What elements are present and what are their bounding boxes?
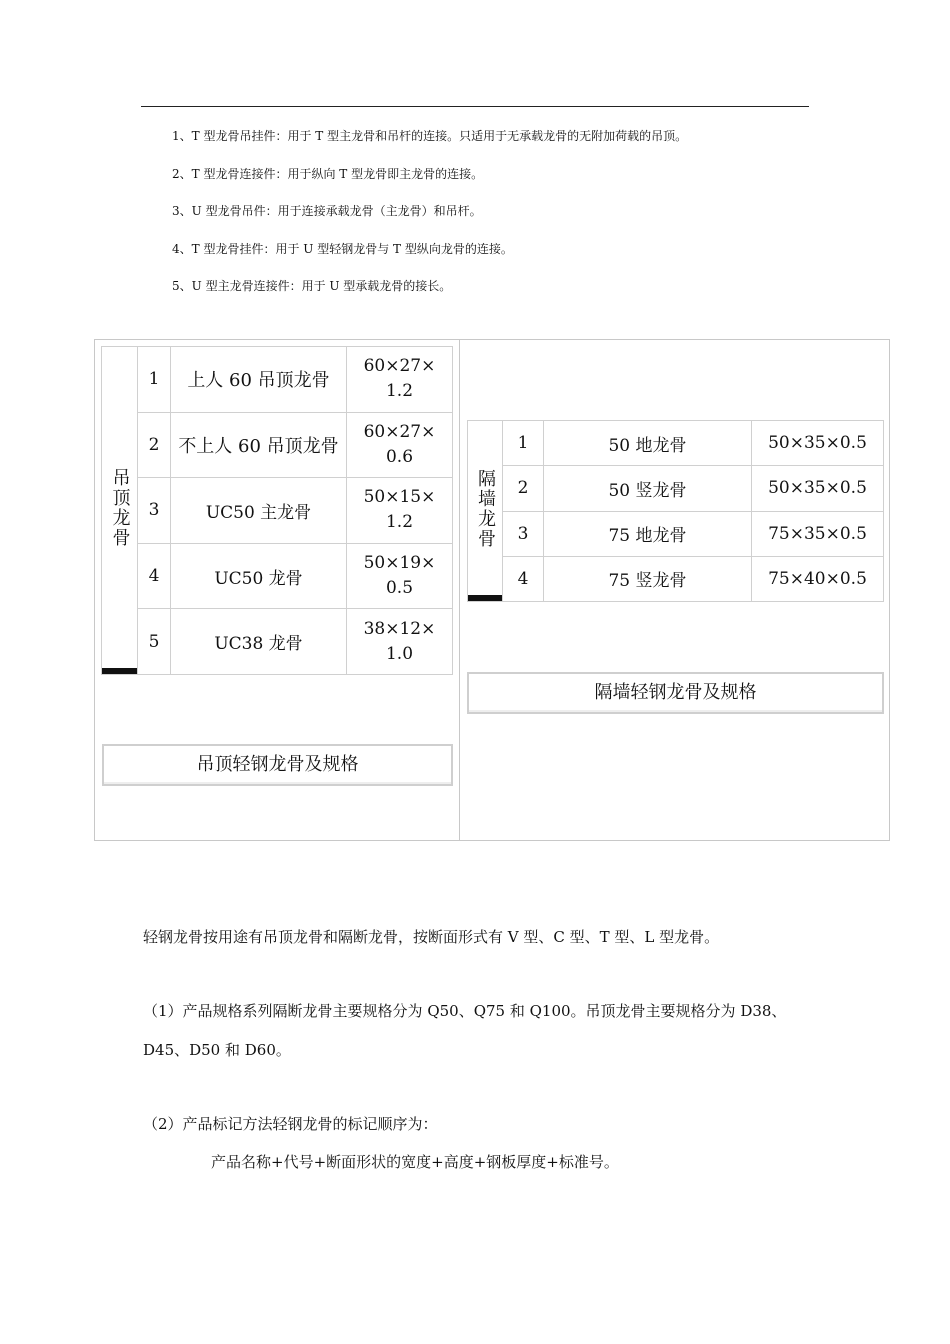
keel-name: 75 地龙骨 (544, 511, 752, 556)
keel-spec (347, 478, 453, 544)
list-item: 5、U 型主龙骨连接件：用于 U 型承载龙骨的接长。 (172, 279, 452, 293)
ceiling-group-label: 吊顶龙骨 (109, 468, 131, 548)
row-number: 3 (503, 511, 544, 556)
row-number: 3 (138, 478, 171, 544)
row-number: 1 (138, 347, 171, 413)
row-number: 2 (503, 466, 544, 511)
ceiling-group-cell (102, 347, 138, 675)
spec-line: 50×19× (363, 553, 436, 574)
keel-spec (347, 412, 453, 478)
group-marker (468, 595, 502, 601)
list-item: 3、U 型龙骨吊件：用于连接承载龙骨（主龙骨）和吊杆。 (172, 204, 482, 218)
row-number: 2 (138, 412, 171, 478)
spec-paragraph-line1: （1）产品规格系列隔断龙骨主要规格分为 Q50、Q75 和 Q100。吊顶龙骨主要规格分为 D38、 (143, 1002, 787, 1020)
spec-line: 50×15× (363, 487, 436, 508)
marking-paragraph-line1: （2）产品标记方法轻钢龙骨的标记顺序为： (143, 1115, 438, 1133)
spec-line: 1.2 (385, 512, 414, 533)
intro-paragraph: 轻钢龙骨按用途有吊顶龙骨和隔断龙骨，按断面形式有 V 型、C 型、T 型、L 型龙骨。 (143, 928, 720, 946)
frame-divider (459, 339, 460, 841)
spec-line: 60×27× (363, 356, 436, 377)
keel-name: 上人 60 吊顶龙骨 (171, 347, 347, 413)
keel-name: 50 竖龙骨 (544, 466, 752, 511)
row-number: 4 (138, 543, 171, 609)
list-item: 2、T 型龙骨连接件：用于纵向 T 型龙骨即主龙骨的连接。 (172, 166, 484, 181)
keel-spec (347, 609, 453, 675)
list-item: 1、T 型龙骨吊挂件：用于 T 型主龙骨和吊杆的连接。只适用于无承载龙骨的无附加荷载的吊顶。 (172, 129, 688, 143)
spec-line: 0.5 (385, 578, 414, 599)
keel-spec (347, 543, 453, 609)
keel-name: UC38 龙骨 (171, 609, 347, 675)
keel-spec: 75×35×0.5 (752, 511, 884, 556)
connector-list (172, 126, 687, 314)
spec-paragraph-line2: D45、D50 和 D60。 (143, 1041, 291, 1059)
keel-spec: 50×35×0.5 (752, 421, 884, 466)
keel-name: 50 地龙骨 (544, 421, 752, 466)
partition-group-label: 隔墙龙骨 (475, 468, 496, 549)
keel-name: UC50 龙骨 (171, 543, 347, 609)
ceiling-table-caption: 吊顶轻钢龙骨及规格 (102, 744, 453, 786)
group-marker (102, 668, 137, 674)
keel-spec: 75×40×0.5 (752, 556, 884, 601)
keel-spec: 50×35×0.5 (752, 466, 884, 511)
spec-line: 0.6 (385, 446, 414, 467)
row-number: 5 (138, 609, 171, 675)
spec-line: 60×27× (363, 421, 436, 442)
partition-keel-table (467, 420, 884, 602)
partition-table-caption: 隔墙轻钢龙骨及规格 (467, 672, 884, 714)
keel-spec (347, 347, 453, 413)
keel-name: UC50 主龙骨 (171, 478, 347, 544)
keel-name: 不上人 60 吊顶龙骨 (171, 412, 347, 478)
marking-paragraph-line2: 产品名称+代号+断面形状的宽度+高度+钢板厚度+标准号。 (211, 1153, 619, 1171)
row-number: 1 (503, 421, 544, 466)
partition-group-cell (468, 421, 503, 602)
list-item: 4、T 型龙骨挂件：用于 U 型轻钢龙骨与 T 型纵向龙骨的连接。 (172, 241, 513, 256)
keel-name: 75 竖龙骨 (544, 556, 752, 601)
ceiling-keel-table (101, 346, 453, 675)
spec-line: 1.2 (385, 381, 414, 402)
spec-line: 38×12× (363, 618, 436, 639)
row-number: 4 (503, 556, 544, 601)
spec-line: 1.0 (385, 643, 414, 664)
top-rule (141, 106, 809, 107)
